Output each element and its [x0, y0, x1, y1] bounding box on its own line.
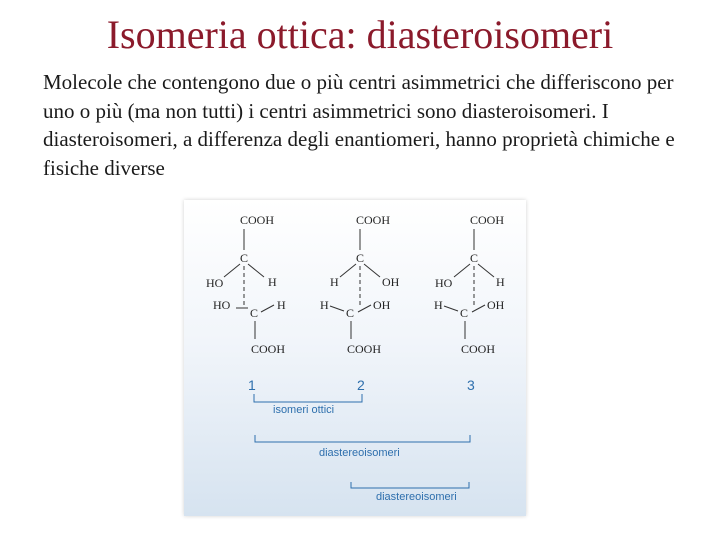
molecule-3-c2-right: OH [487, 298, 505, 312]
diastereomers-bracket-1 [255, 435, 470, 442]
molecule-3-carbon-2: C [460, 306, 469, 320]
molecule-2-c2-left: H [320, 298, 329, 312]
molecule-2 [320, 213, 400, 356]
diastereomers-bracket-2 [351, 482, 469, 488]
molecule-2-carbon-2: C [346, 306, 355, 320]
molecule-1-bottom-group: COOH [251, 342, 286, 356]
molecule-1-carbon-1: C [240, 251, 249, 265]
slide-paragraph: Molecole che contengono due o più centri asimmetrici che differiscono per uno o più (ma non tutti) i centri asimmetrici sono diasteroisomeri. I diasteroisomeri, a differenza degli enantiomeri, hanno proprietà chimiche e fisiche diverse [43, 70, 675, 180]
diastereomers-label-2: diastereoisomeri [376, 491, 457, 503]
molecule-1-c1-right: H [268, 275, 277, 289]
molecule-1-c2-left: HO [213, 298, 231, 312]
molecule-3 [434, 213, 505, 356]
molecule-1-c2-right: H [277, 298, 286, 312]
molecule-3-c2-left: H [434, 298, 443, 312]
molecule-3-carbon-1: C [470, 251, 479, 265]
molecule-1-top-group: COOH [240, 213, 275, 227]
molecule-1 [206, 213, 286, 356]
molecule-1-carbon-2: C [250, 306, 259, 320]
molecule-2-top-group: COOH [356, 213, 391, 227]
molecule-1-c1-left: HO [206, 276, 224, 290]
molecule-2-c2-right: OH [373, 298, 391, 312]
molecule-3-c1-right: H [496, 275, 505, 289]
optical-isomers-bracket [254, 394, 362, 402]
optical-isomers-label: isomeri ottici [273, 404, 335, 416]
molecule-3-bottom-group: COOH [461, 342, 496, 356]
molecule-3-number: 3 [467, 377, 475, 393]
molecule-1-number: 1 [248, 377, 256, 393]
molecule-2-carbon-1: C [356, 251, 365, 265]
stereoisomer-diagram [184, 200, 526, 516]
stereoisomer-figure [184, 200, 526, 516]
molecule-2-c1-right: OH [382, 275, 400, 289]
diastereomers-label-1: diastereoisomeri [319, 447, 400, 459]
molecule-2-number: 2 [357, 377, 365, 393]
molecule-3-c1-left: HO [435, 276, 453, 290]
molecule-2-c1-left: H [330, 275, 339, 289]
molecule-2-bottom-group: COOH [347, 342, 382, 356]
slide-title: Isomeria ottica: diasteroisomeri [106, 12, 614, 57]
molecule-3-top-group: COOH [470, 213, 505, 227]
